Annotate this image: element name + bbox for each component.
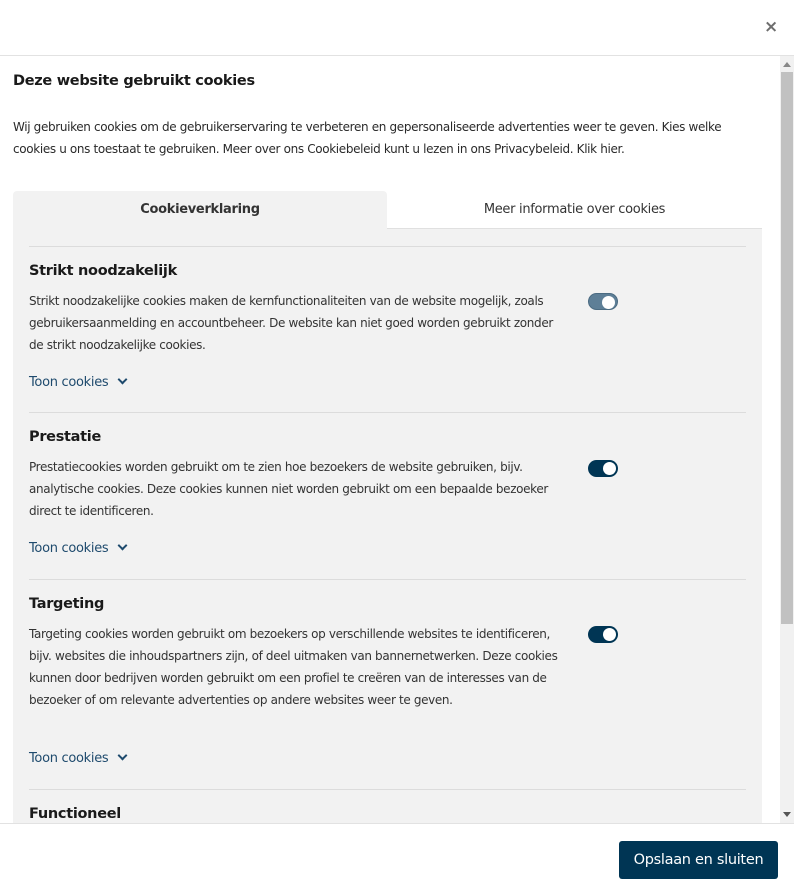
chevron-down-icon: [118, 375, 128, 385]
chevron-down-icon: [118, 541, 128, 551]
toon-cookies-link[interactable]: [29, 751, 126, 766]
prestatie-toggle[interactable]: [588, 460, 618, 477]
toon-cookies-link[interactable]: [29, 541, 126, 556]
category-title: Functioneel: [29, 806, 121, 822]
scroll-up-arrow-icon[interactable]: [783, 62, 791, 67]
toon-cookies-label: Toon cookies: [29, 375, 109, 390]
targeting-toggle[interactable]: [588, 626, 618, 643]
category-description: Strikt noodzakelijke cookies maken de kernfunctionaliteiten van de website mogelijk, zoals gebruikersaanmelding en accountbeheer. De website kan niet goed worden gebruikt zonder de strikt noodzakelijke cookies.: [29, 294, 553, 352]
cookie-categories-panel: [13, 229, 762, 823]
tab-meer-informatie[interactable]: Meer informatie over cookies: [387, 191, 762, 229]
toon-cookies-label: Toon cookies: [29, 751, 109, 766]
toggle-knob: [602, 296, 615, 309]
scroll-down-arrow-icon[interactable]: [783, 812, 791, 817]
tab-bar: [13, 191, 762, 229]
content-scrollbar[interactable]: [780, 56, 794, 823]
category-description: Prestatiecookies worden gebruikt om te zien hoe bezoekers de website gebruiken, bijv. analytische cookies. Deze cookies kunnen niet worden gebruikt om een bepaalde bezoeker direct te identificeren.: [29, 460, 548, 518]
category-prestatie: [29, 412, 746, 579]
category-functioneel: [29, 789, 746, 823]
dialog-header: [0, 0, 794, 56]
category-description: Targeting cookies worden gebruikt om bezoekers op verschillende websites te identificeren, bijv. websites die inhoudspartners zijn, of deel uitmaken van bannernetwerken. Deze cookies kunnen door bedrijven worden gebruikt om een profiel te creëren van de interesses van de bezoeker of om relevante advertenties op andere websites weer te geven.: [29, 627, 558, 707]
dialog-intro-text: Wij gebruiken cookies om de gebruikerservaring te verbeteren en gepersonaliseerde advertenties weer te geven. Kies welke cookies u ons toestaat te gebruiken. Meer over ons Cookiebeleid kunt u lezen in ons Privacybeleid. Klik hier.: [13, 120, 722, 156]
toon-cookies-link[interactable]: [29, 375, 126, 390]
strikt-noodzakelijk-toggle[interactable]: [588, 293, 618, 310]
dialog-footer: [0, 823, 794, 889]
save-and-close-button[interactable]: Opslaan en sluiten: [619, 841, 778, 879]
category-title: Prestatie: [29, 429, 101, 445]
dialog-title: Deze website gebruikt cookies: [13, 73, 255, 89]
tab-cookieverklaring[interactable]: Cookieverklaring: [13, 191, 387, 229]
toon-cookies-label: Toon cookies: [29, 541, 109, 556]
close-icon[interactable]: ×: [764, 17, 779, 37]
category-title: Strikt noodzakelijk: [29, 263, 177, 279]
category-title: Targeting: [29, 596, 105, 612]
toggle-knob: [603, 462, 616, 475]
dialog-content: [0, 56, 780, 823]
category-strikt-noodzakelijk: [29, 246, 746, 412]
category-targeting: [29, 579, 746, 789]
scrollbar-thumb[interactable]: [781, 72, 793, 624]
chevron-down-icon: [118, 751, 128, 761]
toggle-knob: [603, 628, 616, 641]
